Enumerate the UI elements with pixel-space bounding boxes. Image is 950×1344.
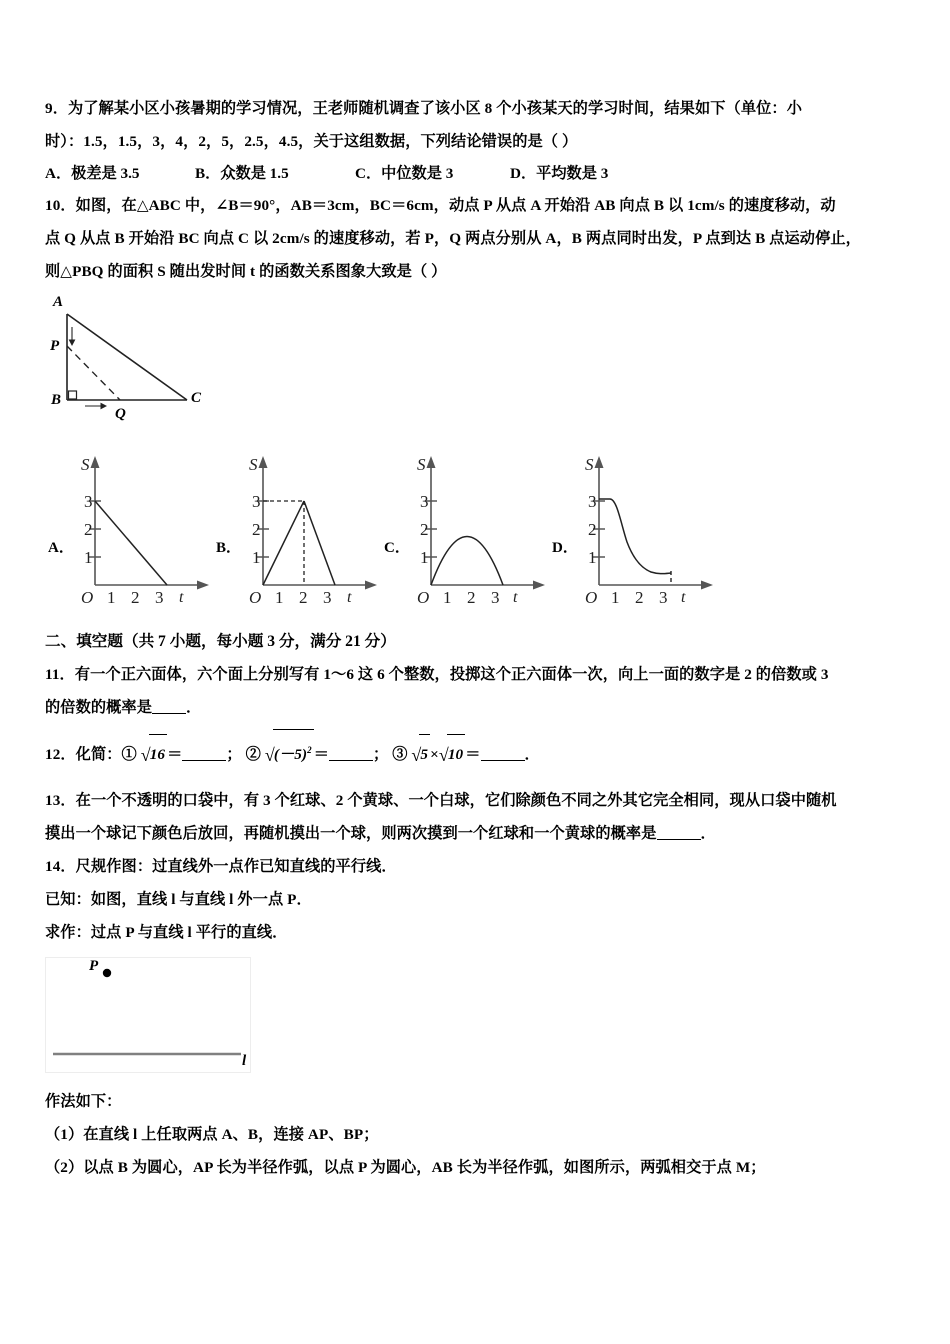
- question-9-line-1: 9．为了解某小区小孩暑期的学习情况，王老师随机调查了该小区 8 个小孩某天的学习时间，结果如下（单位：小: [45, 100, 802, 117]
- question-9-option-d[interactable]: D．平均数是 3: [510, 165, 609, 182]
- question-13-line-2-prefix: 摸出一个球记下颜色后放回，再随机摸出一个球，则两次摸到一个红球和一个黄球的概率是: [45, 825, 657, 843]
- question-10-answer-graphs: [45, 440, 911, 608]
- question-11-line-2-suffix: ．: [186, 699, 202, 716]
- question-12-marker-1: ①: [121, 746, 137, 764]
- question-9: [45, 92, 911, 189]
- question-12-end: ．: [524, 746, 540, 764]
- svg-text:3: 3: [659, 588, 668, 605]
- question-14-step-2: （2）以点 B 为圆心，AP 长为半径作弧，以点 P 为圆心，AB 长为半径作弧，如图所示，两弧相交于点 M；: [45, 1159, 766, 1177]
- question-13-answer-blank[interactable]: [657, 839, 701, 840]
- svg-text:2: 2: [299, 588, 308, 605]
- question-10-line-1: 10．如图，在△ABC 中，∠B＝90°，AB＝3cm，BC＝6cm，动点 P 从点 A 开始沿 AB 向点 B 以 1cm/s 的速度移动，动: [45, 197, 836, 214]
- svg-text:S: S: [417, 455, 426, 474]
- svg-text:1: 1: [443, 588, 452, 605]
- radical-sign-icon: √: [140, 745, 151, 766]
- question-14-method-head: 作法如下：: [45, 1093, 122, 1111]
- question-13-line-2-suffix: ．: [700, 825, 716, 843]
- question-10-triangle-figure: [45, 294, 911, 426]
- triangle-label-b: B: [51, 392, 62, 408]
- radicand-10: 10: [447, 734, 465, 775]
- svg-text:t: t: [347, 589, 352, 605]
- question-9-option-a[interactable]: A．极差是 3.5: [45, 165, 140, 182]
- svg-text:1: 1: [611, 588, 620, 605]
- svg-text:3: 3: [84, 492, 93, 511]
- svg-text:S: S: [585, 455, 594, 474]
- answer-choice-a[interactable]: [45, 440, 215, 605]
- question-9-option-b[interactable]: B．众数是 1.5: [195, 165, 289, 182]
- svg-text:3: 3: [588, 492, 597, 511]
- svg-text:O: O: [585, 588, 598, 605]
- answer-choice-b[interactable]: [213, 440, 383, 605]
- triangle-label-c: C: [191, 390, 202, 406]
- graph-a-svg: [45, 440, 215, 605]
- question-9-options: [45, 158, 911, 189]
- radical-sign-icon: √: [411, 745, 422, 766]
- parallel-line-construction-svg: [45, 957, 275, 1079]
- question-12-blank-2[interactable]: [329, 760, 373, 761]
- svg-text:O: O: [81, 588, 94, 605]
- svg-text:t: t: [681, 589, 686, 605]
- graph-c-svg: [381, 440, 551, 605]
- question-13-line-2: [45, 817, 911, 850]
- svg-text:3: 3: [420, 492, 429, 511]
- radical-sign-icon: √: [264, 745, 275, 766]
- svg-text:2: 2: [420, 520, 429, 539]
- graph-d-svg: [549, 440, 719, 605]
- radicand-16: 16: [149, 734, 167, 775]
- radicand-neg5-squared: [273, 729, 314, 775]
- radical-sqrt-10: [439, 735, 465, 776]
- svg-text:3: 3: [252, 492, 261, 511]
- question-9-line-2: 时）：1.5，1.5，3，4，2，5，2.5，4.5，关于这组数据，下列结论错误的是（ ）: [45, 133, 578, 150]
- question-14-line-1: 14．尺规作图：过直线外一点作已知直线的平行线．: [45, 858, 397, 876]
- svg-text:2: 2: [84, 520, 93, 539]
- svg-text:2: 2: [635, 588, 644, 605]
- svg-text:1: 1: [420, 548, 429, 567]
- svg-text:3: 3: [323, 588, 332, 605]
- svg-text:S: S: [249, 455, 258, 474]
- question-14: [45, 850, 911, 1184]
- svg-text:3: 3: [155, 588, 164, 605]
- question-12-marker-2: ②: [245, 746, 261, 764]
- svg-text:2: 2: [131, 588, 140, 605]
- svg-text:O: O: [249, 588, 262, 605]
- answer-choice-a-key: A．: [48, 540, 74, 556]
- question-11: [45, 658, 911, 724]
- figure-label-line-l: l: [242, 1053, 247, 1070]
- question-12-sep-2: ；: [373, 746, 389, 764]
- svg-text:O: O: [417, 588, 430, 605]
- question-12-marker-3: ③: [392, 746, 408, 764]
- question-11-line-2-prefix: 的倍数的概率是: [45, 699, 153, 716]
- answer-choice-d[interactable]: [549, 440, 719, 605]
- answer-choice-b-key: B．: [216, 540, 242, 556]
- question-12-blank-3[interactable]: [481, 760, 525, 761]
- question-14-line-3: 求作：过点 P 与直线 l 平行的直线．: [45, 924, 288, 942]
- question-10-line-2: 点 Q 从点 B 开始沿 BC 向点 C 以 2cm/s 的速度移动，若 P，Q 两点分别从 A，B 两点同时出发，P 点到达 B 点运动停止，: [45, 230, 861, 247]
- question-13: [45, 784, 911, 850]
- answer-choice-c[interactable]: [381, 440, 551, 605]
- question-9-option-c[interactable]: C．中位数是 3: [355, 165, 454, 182]
- svg-text:1: 1: [275, 588, 284, 605]
- answer-choice-c-key: C．: [384, 540, 410, 556]
- question-12-eq-2: ＝: [313, 746, 330, 764]
- question-12-sep-1: ；: [226, 746, 242, 764]
- question-12: [45, 730, 911, 776]
- question-11-line-2: [45, 691, 911, 724]
- svg-text:t: t: [513, 589, 518, 605]
- radicand-exponent: 2: [307, 745, 312, 755]
- svg-text:t: t: [179, 589, 184, 605]
- question-12-eq-1: ＝: [167, 746, 183, 764]
- question-14-step-1: （1）在直线 l 上任取两点 A、B，连接 AP、BP；: [45, 1126, 379, 1144]
- question-14-line-2: 已知：如图，直线 l 与直线 l 外一点 P．: [45, 891, 312, 909]
- question-12-prefix: 12．化简：: [45, 746, 122, 764]
- radical-sqrt-16: [141, 735, 167, 776]
- figure-label-point-p: P: [89, 958, 99, 975]
- svg-text:2: 2: [467, 588, 476, 605]
- graph-b-svg: [213, 440, 383, 605]
- triangle-label-q: Q: [115, 406, 126, 422]
- answer-choice-d-key: D．: [552, 540, 578, 556]
- question-12-times: ×: [430, 746, 439, 764]
- svg-text:2: 2: [588, 520, 597, 539]
- question-10-line-3: 则△PBQ 的面积 S 随出发时间 t 的函数关系图象大致是（ ）: [45, 263, 447, 280]
- svg-text:1: 1: [107, 588, 116, 605]
- question-14-figure: [45, 957, 911, 1085]
- page-content: [45, 92, 911, 1184]
- svg-text:S: S: [81, 455, 90, 474]
- question-11-answer-blank[interactable]: [152, 713, 186, 714]
- svg-text:1: 1: [84, 548, 93, 567]
- triangle-label-a: A: [53, 294, 64, 310]
- radical-sign-icon: √: [438, 745, 449, 766]
- triangle-label-p: P: [50, 338, 60, 354]
- radicand-5: 5: [419, 734, 430, 775]
- svg-text:1: 1: [252, 548, 261, 567]
- radicand-base: (－5): [273, 746, 308, 764]
- question-13-line-1: 13．在一个不透明的口袋中，有 3 个红球、2 个黄球、一个白球，它们除颜色不同之外其它完全相同，现从口袋中随机: [45, 792, 837, 810]
- radical-sqrt-neg5-squared: [265, 730, 314, 776]
- svg-text:2: 2: [252, 520, 261, 539]
- question-10: [45, 189, 911, 608]
- question-12-eq-3: ＝: [465, 746, 481, 764]
- triangle-diagram-svg: [45, 294, 245, 424]
- section-2-heading: 二、填空题（共 7 小题，每小题 3 分，满分 21 分）: [45, 633, 396, 650]
- question-11-line-1: 11．有一个正六面体，六个面上分别写有 1～6 这 6 个整数，投掷这个正六面体一次，向上一面的数字是 2 的倍数或 3: [45, 666, 829, 683]
- radical-sqrt-5: [411, 735, 430, 776]
- svg-text:3: 3: [491, 588, 500, 605]
- question-12-blank-1[interactable]: [182, 760, 226, 761]
- svg-text:1: 1: [588, 548, 597, 567]
